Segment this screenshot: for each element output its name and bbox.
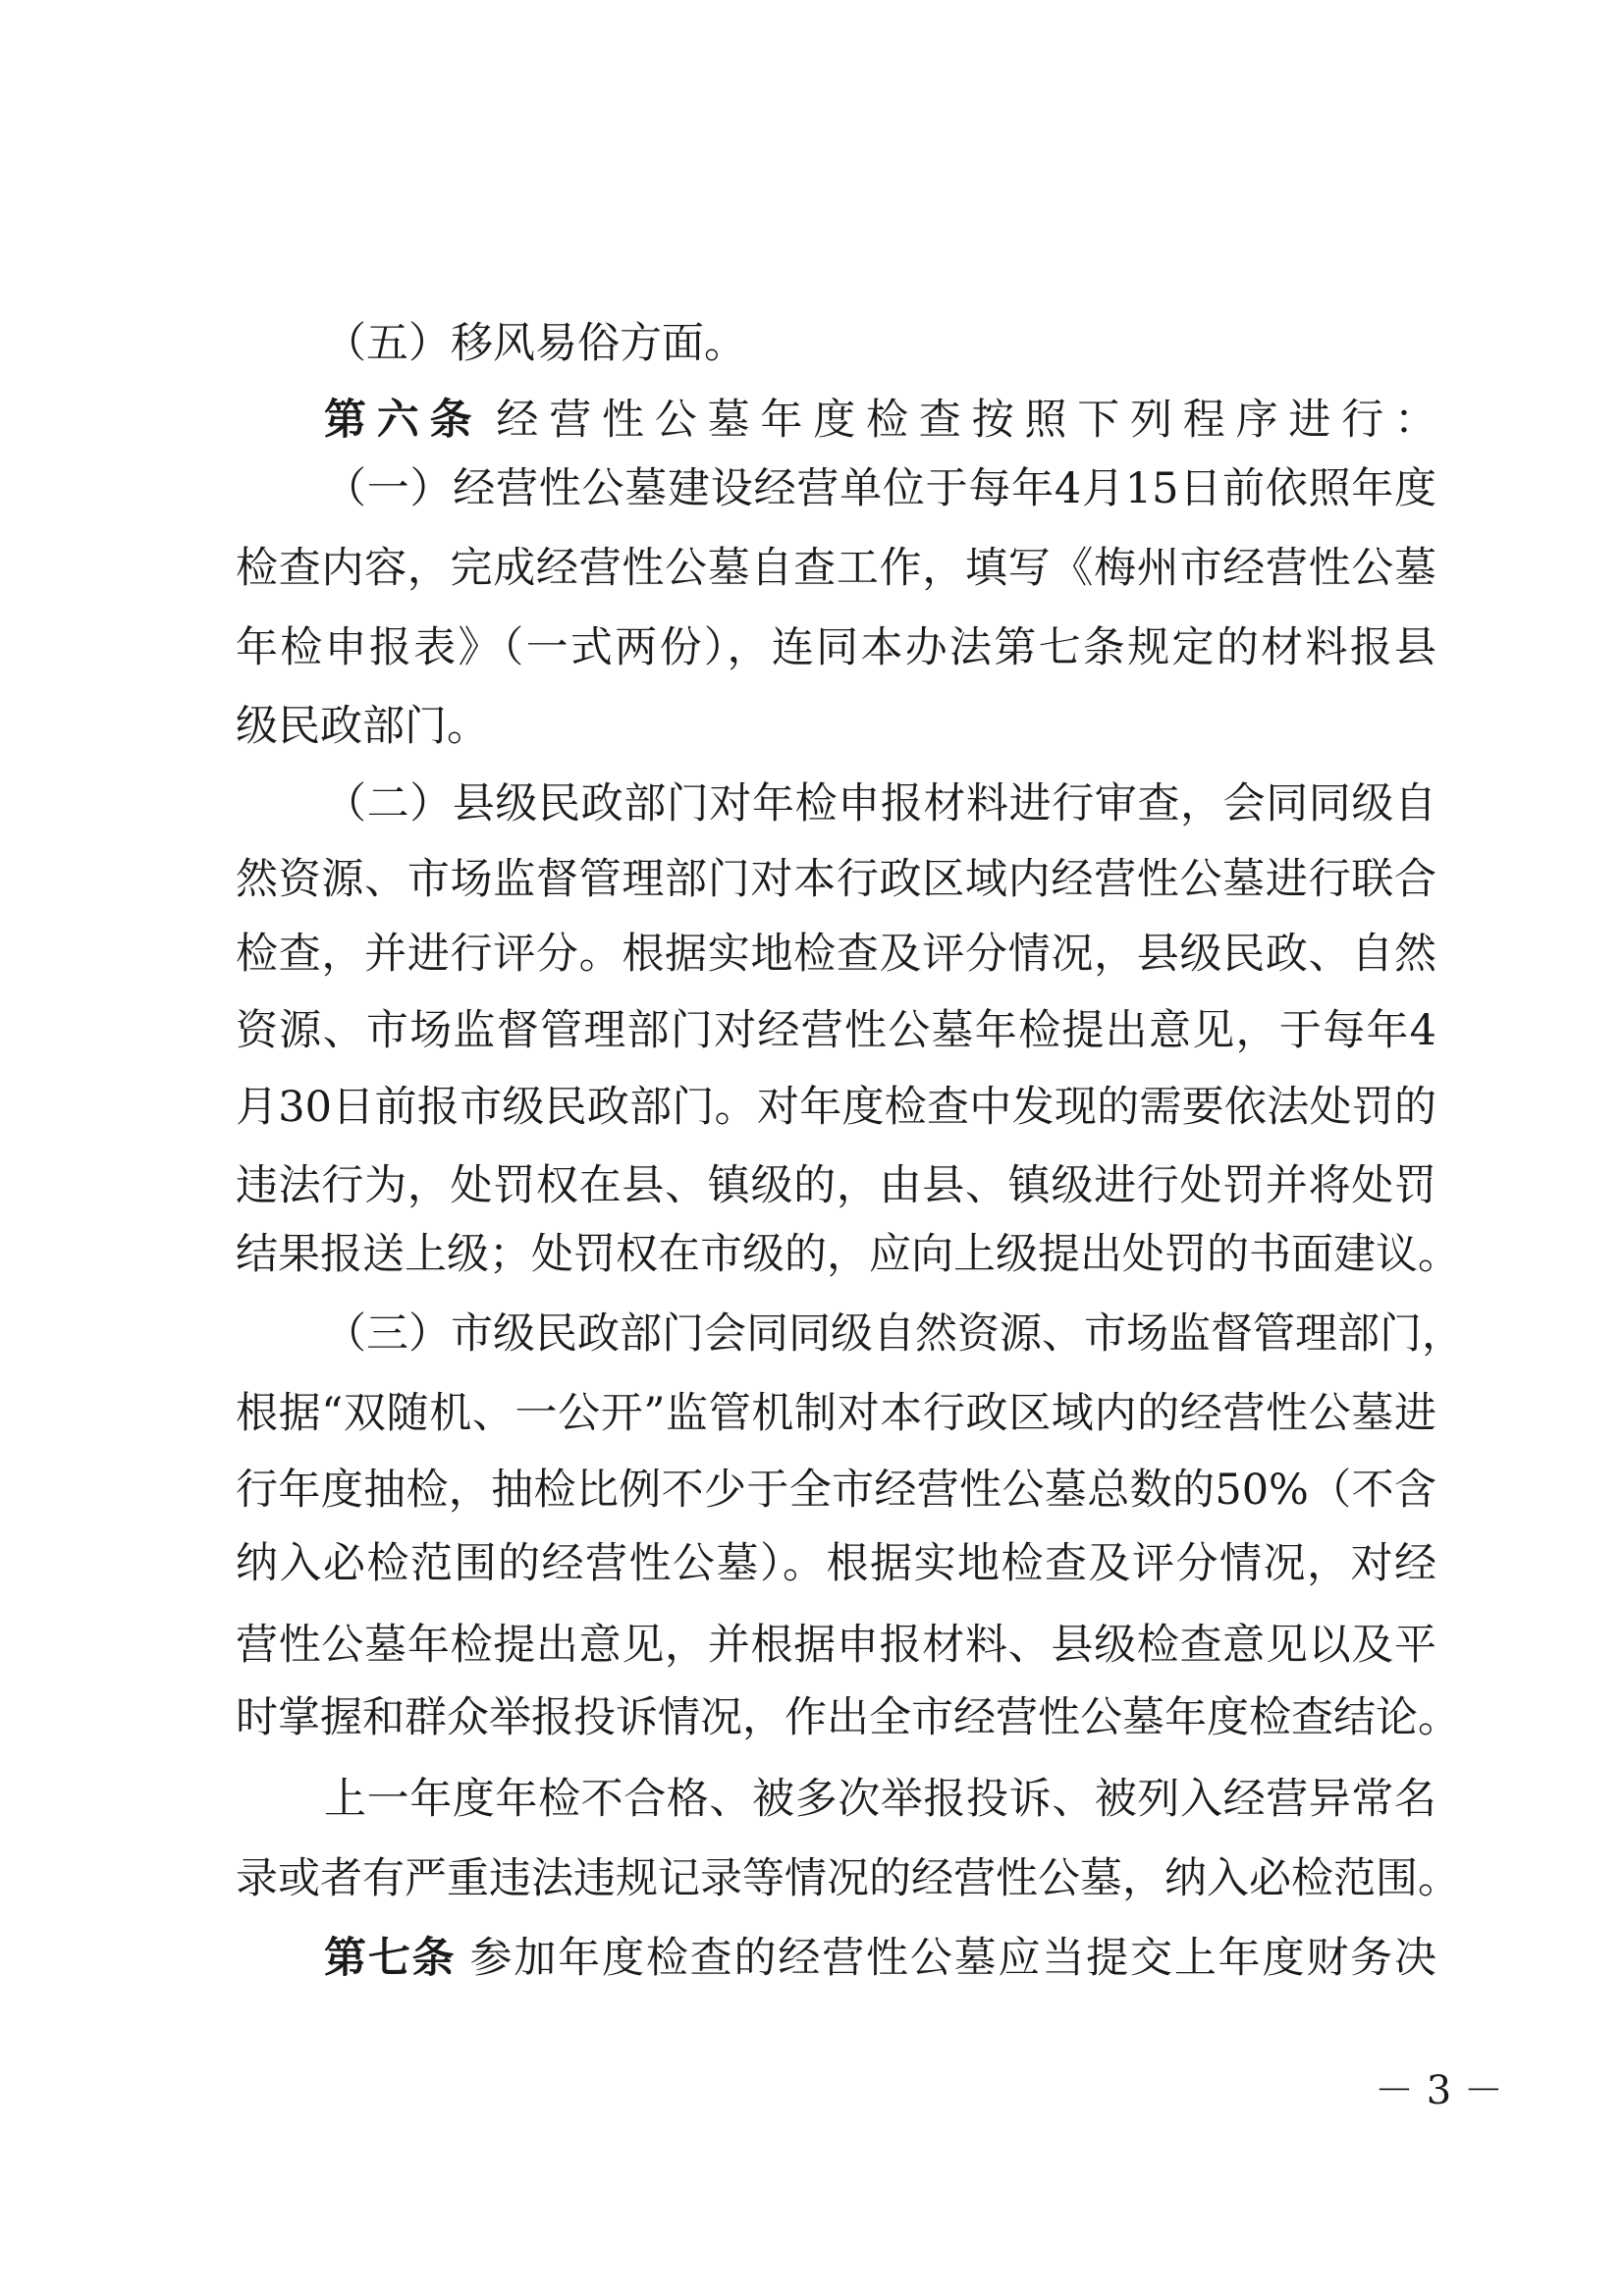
paragraph-line: 行年度抽检，抽检比例不少于全市经营性公墓总数的50%（不含: [236, 1466, 1436, 1515]
paragraph-line: 录或者有严重违法违规记录等情况的经营性公墓，纳入必检范围。: [236, 1854, 1460, 1903]
paragraph-line: 违法行为，处罚权在县、镇级的，由县、镇级进行处罚并将处罚: [236, 1161, 1436, 1210]
paragraph-line: 时掌握和群众举报投诉情况，作出全市经营性公墓年度检查结论。: [236, 1693, 1460, 1742]
paragraph-line: 根据“双随机、一公开”监管机制对本行政区域内的经营性公墓进: [236, 1389, 1436, 1438]
paragraph-line: （一）经营性公墓建设经营单位于每年4月15日前依照年度: [324, 464, 1436, 513]
paragraph-line: 年检申报表》（一式两份），连同本办法第七条规定的材料报县: [236, 623, 1436, 672]
paragraph-line: （三）市级民政部门会同同级自然资源、市场监督管理部门，: [324, 1309, 1464, 1359]
paragraph-line: 结果报送上级；处罚权在市级的，应向上级提出处罚的书面建议。: [236, 1230, 1460, 1279]
paragraph-line: 营性公墓年检提出意见，并根据申报材料、县级检查意见以及平: [236, 1621, 1436, 1670]
paragraph-line: 纳入必检范围的经营性公墓）。根据实地检查及评分情况，对经: [236, 1539, 1436, 1588]
paragraph-line: 资源、市场监督管理部门对经营性公墓年检提出意见，于每年4: [236, 1006, 1436, 1055]
paragraph-text: 参加年度检查的经营性公墓应当提交上年度财务决: [469, 1934, 1436, 1983]
paragraph-line: 检查，并进行评分。根据实地检查及评分情况，县级民政、自然: [236, 930, 1436, 979]
paragraph-line: （五）移风易俗方面。: [324, 319, 746, 368]
paragraph-line: 级民政部门。: [236, 702, 489, 751]
paragraph-line: 检查内容，完成经营性公墓自查工作，填写《梅州市经营性公墓: [236, 544, 1436, 593]
article-heading-line: [324, 391, 1436, 450]
paragraph-line: 上一年度年检不合格、被多次举报投诉、被列入经营异常名: [324, 1775, 1436, 1824]
article-heading-line: [324, 1929, 1436, 1988]
paragraph-line: （二）县级民政部门对年检申报材料进行审查，会同同级自: [324, 779, 1436, 828]
paragraph-line: 月30日前报市级民政部门。对年度检查中发现的需要依法处罚的: [236, 1083, 1436, 1132]
paragraph-line: 然资源、市场监督管理部门对本行政区域内经营性公墓进行联合: [236, 855, 1436, 904]
article-number: 第七条: [324, 1934, 457, 1983]
paragraph-text: 经营性公墓年度检查按照下列程序进行：: [496, 396, 1437, 445]
article-number: 第六条: [324, 396, 483, 445]
page-number: － 3 －: [1375, 2068, 1503, 2113]
